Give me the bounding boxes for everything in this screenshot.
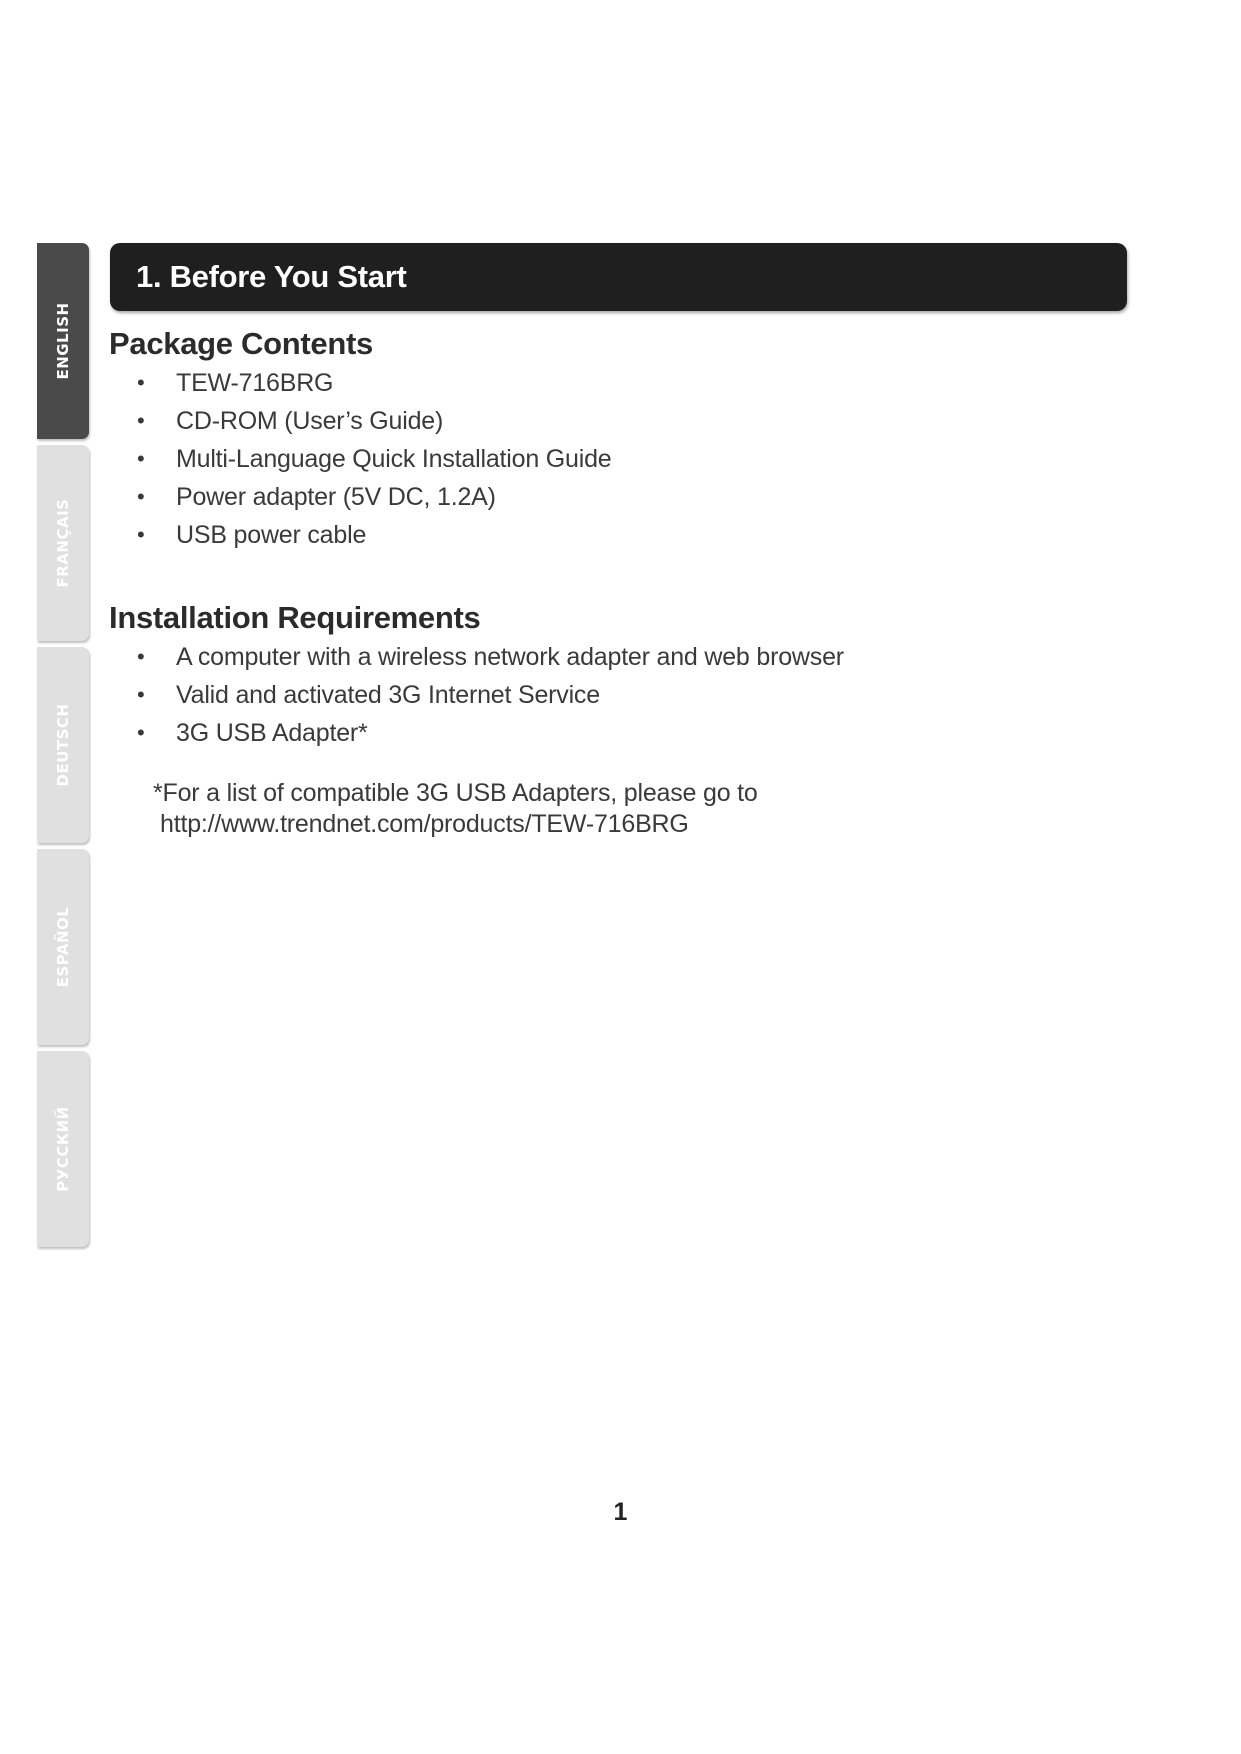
bullet: • <box>137 484 145 509</box>
list-item-text: Multi-Language Quick Installation Guide <box>176 445 612 473</box>
bullet: • <box>137 446 145 471</box>
bullet: • <box>137 408 145 433</box>
tab-espanol[interactable] <box>37 849 89 1045</box>
package-contents-heading: Package Contents <box>109 326 373 361</box>
list-item-text: CD-ROM (User’s Guide) <box>176 407 444 435</box>
bullet: • <box>137 720 145 745</box>
tab-deutsch[interactable] <box>37 647 89 843</box>
tab-francais[interactable] <box>37 445 89 641</box>
tab-deutsch-label: DEUTSCH <box>54 703 72 787</box>
page-number: 1 <box>613 1498 628 1526</box>
bullet: • <box>137 522 145 547</box>
list-item-text: Power adapter (5V DC, 1.2A) <box>176 483 496 511</box>
section-header-bar <box>110 243 1127 311</box>
footnote-text: *For a list of compatible 3G USB Adapters, please go to <box>153 779 758 807</box>
footnote-url[interactable]: http://www.trendnet.com/products/TEW-716BRG <box>160 810 689 838</box>
installation-requirements-heading: Installation Requirements <box>109 600 481 635</box>
bullet: • <box>137 682 145 707</box>
tab-espanol-label: ESPAÑOL <box>54 906 72 988</box>
tab-russian-label: РУССКИЙ <box>54 1106 72 1192</box>
tab-english-label: ENGLISH <box>54 302 72 380</box>
section-title: 1. Before You Start <box>136 259 407 294</box>
tab-english[interactable] <box>37 243 89 439</box>
bullet: • <box>137 644 145 669</box>
language-tabs <box>37 243 89 1253</box>
list-item-text: 3G USB Adapter* <box>176 719 368 747</box>
list-item-text: A computer with a wireless network adapter and web browser <box>176 643 844 671</box>
tab-russian[interactable] <box>37 1051 89 1247</box>
list-item-text: TEW-716BRG <box>176 369 334 397</box>
tab-francais-label: FRANÇAIS <box>54 498 72 588</box>
bullet: • <box>137 370 145 395</box>
list-item-text: USB power cable <box>176 521 367 549</box>
list-item-text: Valid and activated 3G Internet Service <box>176 681 600 709</box>
footnote <box>153 778 758 840</box>
